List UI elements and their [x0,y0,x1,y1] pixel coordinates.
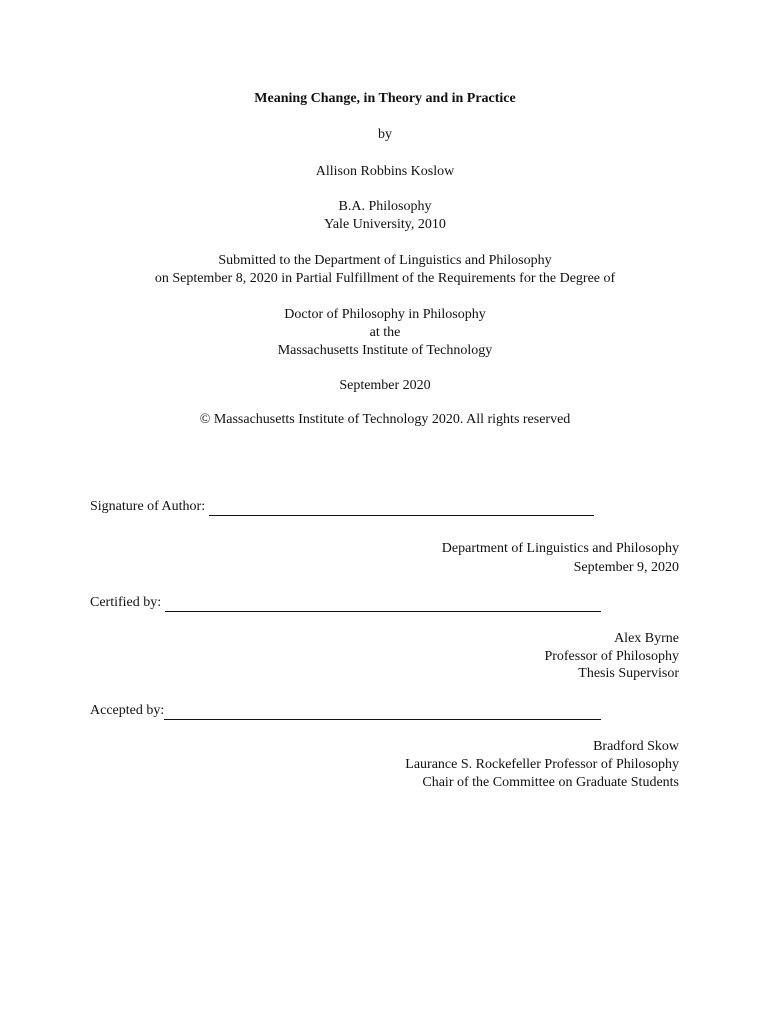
accepted-signature-line [164,705,601,720]
degree-sought: Doctor of Philosophy in Philosophy [284,307,486,322]
supervisor-role: Thesis Supervisor [578,666,679,681]
supervisor-name: Alex Byrne [614,631,679,646]
submission-date: September 2020 [339,378,431,393]
thesis-title: Meaning Change, in Theory and in Practice [254,91,516,106]
author-signature-line [209,501,594,516]
copyright-notice: © Massachusetts Institute of Technology 2020. All rights reserved [199,412,571,427]
author-name: Allison Robbins Koslow [315,164,455,179]
supervisor-title: Professor of Philosophy [544,649,679,664]
author-department: Department of Linguistics and Philosophy [441,541,679,556]
chair-title: Laurance S. Rockefeller Professor of Philosophy [405,757,679,772]
accepted-label: Accepted by: [90,703,165,718]
author-signature-row [90,498,594,516]
certified-signature-line [165,597,601,612]
by-line: by [378,127,392,142]
author-signature-date: September 9, 2020 [573,560,679,575]
degree-institution: Massachusetts Institute of Technology [277,343,493,358]
certified-signature-row [90,594,601,612]
prior-degree: B.A. Philosophy [338,199,432,214]
author-signature-label: Signature of Author: [90,499,206,514]
accepted-signature-row [90,702,601,720]
chair-name: Bradford Skow [593,739,679,754]
prior-institution: Yale University, 2010 [324,217,446,232]
chair-role: Chair of the Committee on Graduate Students [422,775,679,790]
submission-line-2: on September 8, 2020 in Partial Fulfillment of the Requirements for the Degree of [154,271,616,286]
certified-label: Certified by: [90,595,162,610]
degree-at: at the [369,325,401,340]
submission-line-1: Submitted to the Department of Linguistics and Philosophy [218,253,552,268]
